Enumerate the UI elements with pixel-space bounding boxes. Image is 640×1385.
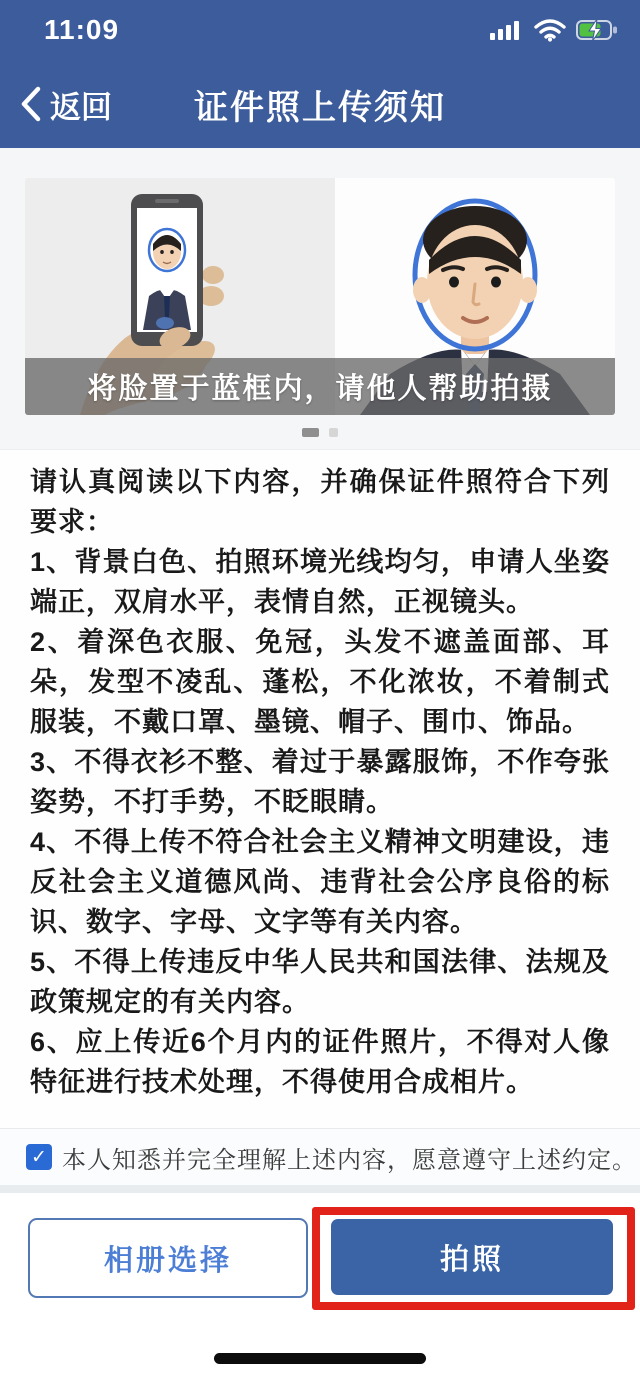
notice-item-6: 6、应上传近6个月内的证件照片，不得对人像特征进行技术处理，不得使用合成相片。 (30, 1027, 610, 1097)
home-indicator[interactable] (214, 1353, 426, 1364)
album-select-button[interactable]: 相册选择 (28, 1218, 308, 1298)
carousel-dot-active[interactable] (302, 428, 319, 437)
back-chevron-icon (20, 86, 42, 122)
banner-caption-text: 将脸置于蓝框内，请他人帮助拍摄 (87, 373, 553, 405)
back-label: 返回 (50, 89, 112, 125)
agreement-row (0, 1128, 640, 1185)
agreement-label: 本人知悉并完全理解上述内容，愿意遵守上述约定。 (62, 1146, 637, 1174)
status-bar (0, 0, 640, 60)
notice-card (0, 449, 640, 1128)
nav-bar (0, 60, 640, 148)
clock: 11:09 (44, 14, 120, 45)
notice-item-2: 2、着深色衣服、免冠，头发不遮盖面部、耳朵，发型不凌乱、蓬松，不化浓妆，不着制式服装，不戴口罩、墨镜、帽子、围巾、饰品。 (30, 627, 610, 737)
banner-caption (25, 358, 615, 415)
back-button[interactable] (20, 60, 112, 148)
notice-item-4: 4、不得上传不符合社会主义精神文明建设，违反社会主义道德风尚、违背社会公序良俗的标识、数字、字母、文字等有关内容。 (30, 827, 610, 937)
section-divider (0, 1185, 640, 1193)
instruction-carousel[interactable] (25, 178, 615, 415)
agreement-checkbox[interactable]: ✓ (26, 1144, 52, 1170)
notice-intro: 请认真阅读以下内容，并确保证件照符合下列要求： (30, 467, 610, 537)
action-bar (0, 1193, 640, 1385)
battery-charging-icon (576, 18, 618, 42)
notice-item-1: 1、背景白色、拍照环境光线均匀，申请人坐姿端正，双肩水平，表情自然，正视镜头。 (30, 547, 610, 617)
take-photo-button[interactable]: 拍照 (331, 1219, 613, 1295)
notice-item-5: 5、不得上传违反中华人民共和国法律、法规及政策规定的有关内容。 (30, 947, 610, 1017)
page-title: 证件照上传须知 (194, 88, 446, 127)
carousel-dots (0, 415, 640, 449)
wifi-icon (534, 18, 566, 42)
cellular-signal-icon (490, 18, 524, 42)
notice-item-3: 3、不得衣衫不整、着过于暴露服饰，不作夸张姿势，不打手势，不眨眼睛。 (30, 747, 610, 817)
status-icons (490, 18, 618, 42)
carousel-dot-inactive[interactable] (329, 428, 338, 437)
